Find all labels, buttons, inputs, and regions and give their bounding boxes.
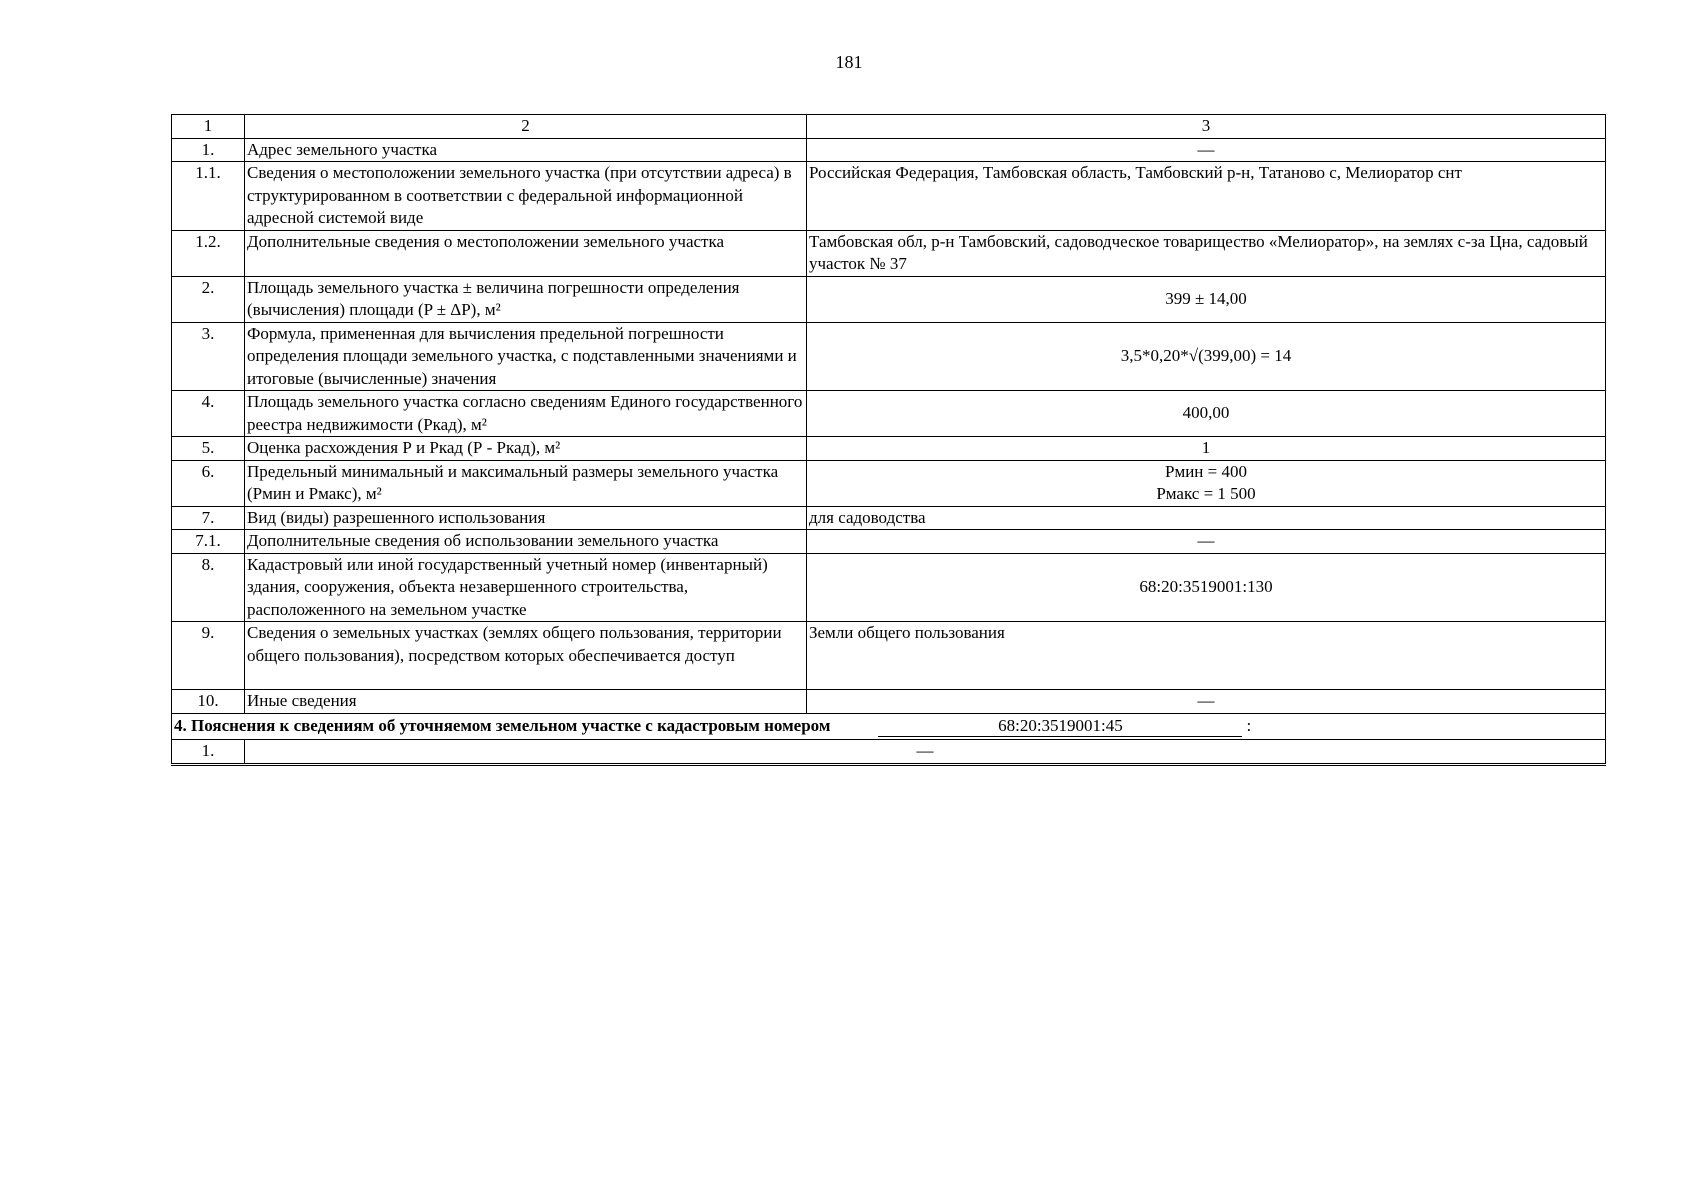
table-row-location-additional xyxy=(172,230,1606,276)
row-number: 5. xyxy=(172,437,245,461)
row-number: 4. xyxy=(172,391,245,437)
row-number: 2. xyxy=(172,276,245,322)
row-value xyxy=(807,460,1606,506)
row-number: 1. xyxy=(172,740,245,765)
row-value: Российская Федерация, Тамбовская область, Тамбовский р-н, Татаново с, Мелиоратор снт xyxy=(807,162,1606,231)
row-value: — xyxy=(245,740,1606,765)
table-row-building-number xyxy=(172,553,1606,622)
row-number: 1.2. xyxy=(172,230,245,276)
row-value: 1 xyxy=(807,437,1606,461)
table-row-address xyxy=(172,138,1606,162)
table-row-access xyxy=(172,622,1606,690)
row-label: Площадь земельного участка согласно сведениям Единого государственного реестра недвижимости (Ркад), м² xyxy=(245,391,807,437)
row-number: 1.1. xyxy=(172,162,245,231)
row-value: — xyxy=(807,138,1606,162)
page-number: 181 xyxy=(835,52,863,72)
table-row-discrepancy xyxy=(172,437,1606,461)
section-4-colon: : xyxy=(1246,715,1252,735)
table-row-permitted-use xyxy=(172,506,1606,530)
row-label: Предельный минимальный и максимальный размеры земельного участка (Рмин и Рмакс), м² xyxy=(245,460,807,506)
row-number: 1. xyxy=(172,138,245,162)
section-4-header xyxy=(172,713,1606,740)
table-row-location-structured xyxy=(172,162,1606,231)
table-row-error-formula xyxy=(172,322,1606,391)
row-label: Дополнительные сведения об использовании земельного участка xyxy=(245,530,807,554)
table-row-usage-additional xyxy=(172,530,1606,554)
row-value: 399 ± 14,00 xyxy=(807,276,1606,322)
row-label: Площадь земельного участка ± величина погрешности определения (вычисления) площади (P ± ΔP), м² xyxy=(245,276,807,322)
row-label: Адрес земельного участка xyxy=(245,138,807,162)
row-number: 6. xyxy=(172,460,245,506)
max-size-value: Рмакс = 1 500 xyxy=(1156,484,1256,503)
column-header-2: 2 xyxy=(245,115,807,139)
row-value: 3,5*0,20*√(399,00) = 14 xyxy=(807,322,1606,391)
row-value: — xyxy=(807,690,1606,714)
table-row-area xyxy=(172,276,1606,322)
row-number: 3. xyxy=(172,322,245,391)
table-row-min-max-size xyxy=(172,460,1606,506)
row-label: Кадастровый или иной государственный учетный номер (инвентарный) здания, сооружения, объекта незавершенного строительства, расположенного на земельном участке xyxy=(245,553,807,622)
row-number: 9. xyxy=(172,622,245,690)
table-header-row xyxy=(172,115,1606,139)
table-row-other xyxy=(172,690,1606,714)
row-number: 8. xyxy=(172,553,245,622)
row-value: для садоводства xyxy=(807,506,1606,530)
row-label: Дополнительные сведения о местоположении земельного участка xyxy=(245,230,807,276)
section-4-cadastral-number: 68:20:3519001:45 xyxy=(878,715,1242,737)
row-value: 68:20:3519001:130 xyxy=(807,553,1606,622)
section-4-title: 4. Пояснения к сведениям об уточняемом земельном участке с кадастровым номером xyxy=(174,715,831,735)
section-4-header-row xyxy=(172,713,1606,740)
section-4-row-1 xyxy=(172,740,1606,765)
table-row-registry-area xyxy=(172,391,1606,437)
min-size-value: Рмин = 400 xyxy=(1165,461,1247,481)
row-label: Иные сведения xyxy=(245,690,807,714)
column-header-3: 3 xyxy=(807,115,1606,139)
row-label: Сведения о земельных участках (землях общего пользования, территории общего пользования), посредством которых обеспечивается доступ xyxy=(245,622,807,690)
row-label: Сведения о местоположении земельного участка (при отсутствии адреса) в структурированном в соответствии с федеральной информационной адресной системой виде xyxy=(245,162,807,231)
row-label: Формула, примененная для вычисления предельной погрешности определения площади земельного участка, с подставленными значениями и итоговые (вычисленные) значения xyxy=(245,322,807,391)
row-label: Вид (виды) разрешенного использования xyxy=(245,506,807,530)
land-plot-info-table xyxy=(171,114,1606,766)
row-number: 7.1. xyxy=(172,530,245,554)
row-value: Земли общего пользования xyxy=(807,622,1606,690)
row-value: — xyxy=(807,530,1606,554)
column-header-1: 1 xyxy=(172,115,245,139)
row-value: Тамбовская обл, р-н Тамбовский, садоводческое товарищество «Мелиоратор», на землях с-за Цна, садовый участок № 37 xyxy=(807,230,1606,276)
row-number: 10. xyxy=(172,690,245,714)
row-number: 7. xyxy=(172,506,245,530)
row-label: Оценка расхождения Р и Ркад (Р - Ркад), м² xyxy=(245,437,807,461)
row-value: 400,00 xyxy=(807,391,1606,437)
